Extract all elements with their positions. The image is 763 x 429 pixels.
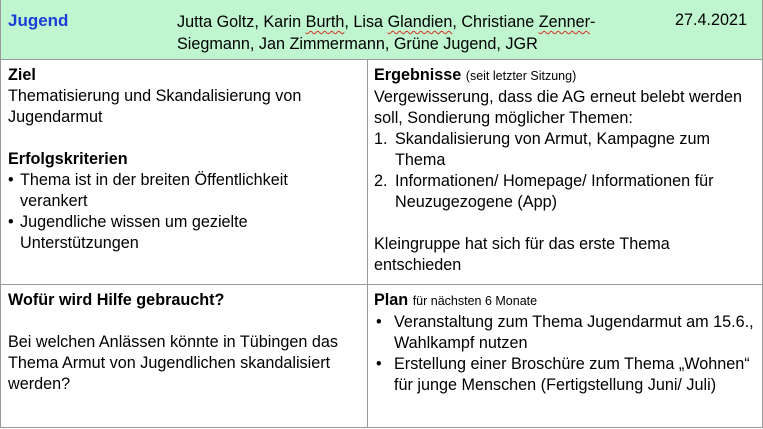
hilfe-heading: Wofür wird Hilfe gebraucht? [8,291,225,309]
list-item: • Veranstaltung zum Thema Jugendarmut am 15.6., Wahlkampf nutzen [374,312,759,354]
ergebnisse-intro: Vergewisserung, dass die AG erneut belebt werden soll, Sondierung möglicher Themen: [374,88,743,127]
cell-ziel [8,65,358,254]
cell-plan [374,290,759,396]
list-item: • Thema ist in der breiten Öffentlichkeit verankert [8,170,358,212]
ergebnisse-heading: Ergebnisse [374,66,462,84]
meeting-date: 27.4.2021 [675,11,748,29]
ergebnisse-outro: Kleingruppe hat sich für das erste Thema entschieden [374,235,670,274]
list-item: • Erstellung einer Broschüre zum Thema „Wohnen“ für junge Menschen (Fertigstellung Juni/ Juli) [374,354,759,396]
hilfe-text: Bei welchen Anlässen könnte in Tübingen das Thema Armut von Jugendlichen skandalisiert werden? [8,333,338,393]
plan-subheading: für nächsten 6 Monate [412,294,538,308]
header-bar [0,0,763,59]
list-item: 1. Skandalisierung von Armut, Kampagne zum Thema [374,130,710,169]
ergebnisse-subheading: (seit letzter Sitzung) [465,69,577,83]
ergebnisse-list [374,129,759,213]
cell-hilfe [8,290,358,395]
member-list: Jutta Goltz, Karin Burth, Lisa Glandien, Christiane Zenner-Siegmann, Jan Zimmermann, Grüne Jugend, JGR [177,13,596,53]
spellcheck-word: Glandien [387,13,453,31]
ziel-text: Thematisierung und Skandalisierung von Jugendarmut [8,87,302,126]
spellcheck-word: Zenner [538,13,591,31]
column-divider [367,60,368,427]
list-item: 2. Informationen/ Homepage/ Informationen für Neuzugezogene (App) [374,172,714,211]
erfolgskriterien-list [8,170,358,254]
plan-list [374,312,759,396]
row-divider [1,284,762,285]
group-title: Jugend [8,11,69,30]
cell-ergebnisse [374,65,759,276]
plan-heading: Plan [374,291,409,309]
ziel-heading: Ziel [8,66,36,84]
content-table [0,59,763,428]
spellcheck-word: Burth [305,13,345,31]
erfolgskriterien-heading: Erfolgskriterien [8,150,128,168]
list-item: • Jugendliche wissen um gezielte Unterstützungen [8,212,358,254]
